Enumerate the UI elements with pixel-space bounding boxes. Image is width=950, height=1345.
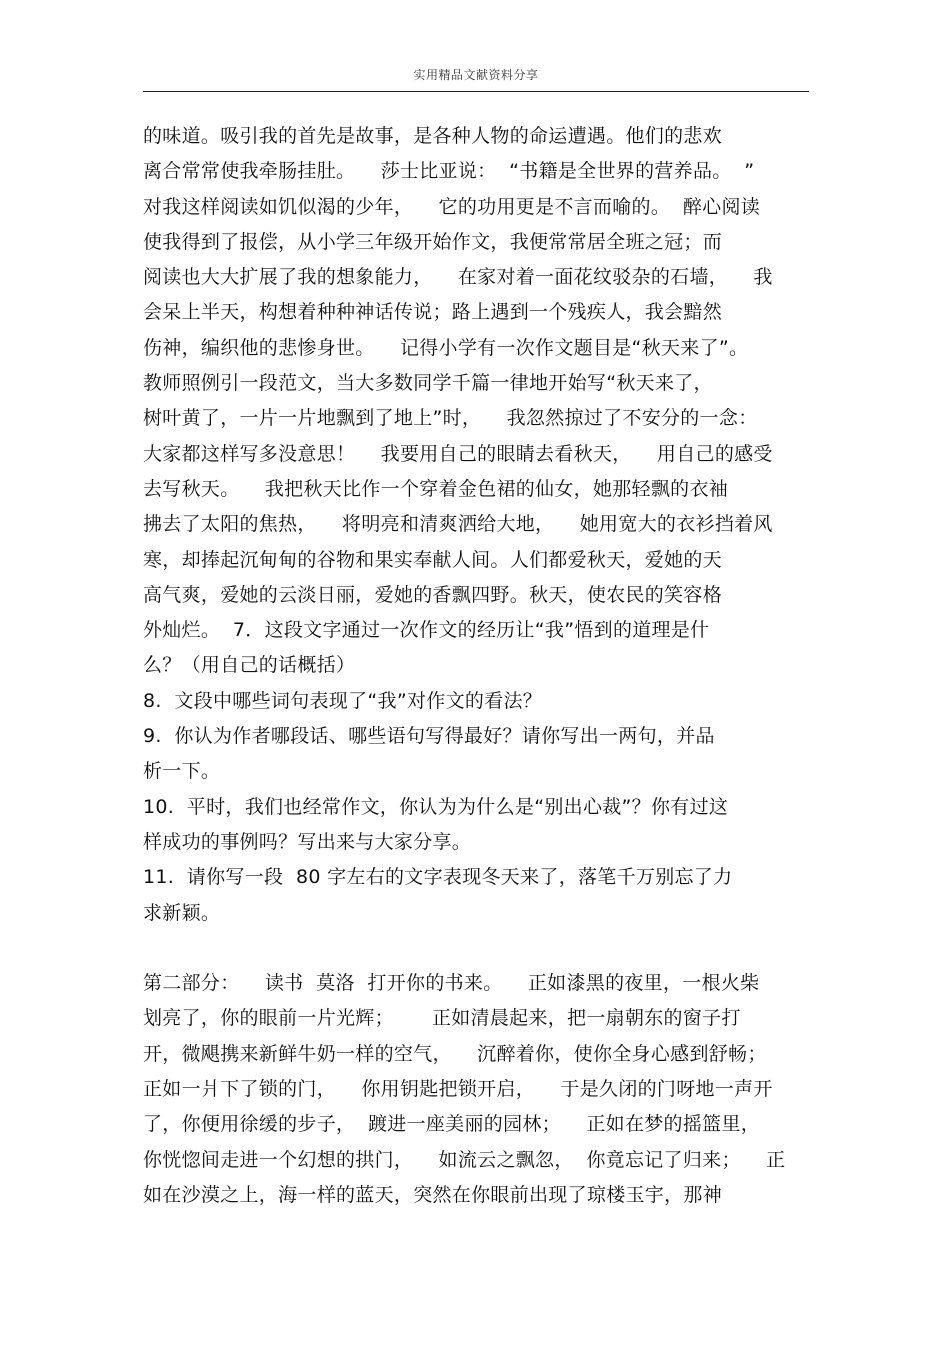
- text-line: 教师照例引一段范文，当大多数同学千篇一律地开始写“秋天来了，: [143, 372, 713, 395]
- text-line: 阅读也大大扩展了我的想象能力， 在家对着一面花纹驳杂的石墙， 我: [143, 266, 773, 289]
- text-line: 离合常常使我牵肠挂肚。 莎士比亚说： “书籍是全世界的营养品。 ”: [143, 160, 755, 183]
- text-line: 会呆上半天，构想着种种神话传说；路上遇到一个残疾人，我会黯然: [143, 301, 723, 324]
- text-line: 高气爽，爱她的云淡日丽，爱她的香飘四野。秋天，使农民的笑容格: [143, 583, 723, 606]
- text-line: 了，你便用徐缓的步子， 踱进一座美丽的园林； 正如在梦的摇篮里，: [143, 1113, 761, 1136]
- body-text: [143, 119, 813, 1213]
- text-line: 树叶黄了，一片一片地飘到了地上”时， 我忽然掠过了不安分的一念：: [143, 407, 758, 430]
- text-line: 开，微飓携来新鲜牛奶一样的空气， 沉醉着你，使你全身心感到舒畅；: [143, 1042, 767, 1065]
- paragraph-gap: [143, 931, 813, 966]
- page-header: 实用精品文献资料分享: [413, 68, 539, 82]
- text-line: 如在沙漠之上，海一样的蓝天，突然在你眼前出现了琼楼玉宇，那神: [143, 1183, 723, 1206]
- text-line: 外灿烂。 7．这段文字通过一次作文的经历让“我”悟到的道理是什: [143, 619, 710, 642]
- text-line: 么？（用自己的话概括）: [143, 654, 356, 677]
- text-line: 拂去了太阳的焦热， 将明亮和清爽洒给大地， 她用宽大的衣衫挡着风: [143, 513, 773, 536]
- text-line: 对我这样阅读如饥似渴的少年， 它的功用更是不言而喻的。 醉心阅读: [143, 195, 761, 218]
- header-divider: [143, 91, 809, 92]
- question-8: 8. 文段中哪些词句表现了“我”对作文的看法？: [143, 689, 543, 712]
- text-line: 正如一爿下了锁的门， 你用钥匙把锁开启， 于是久闭的门呀地一声开: [143, 1078, 773, 1101]
- text-line: 伤神，编织他的悲惨身世。 记得小学有一次作文题目是“秋天来了”。: [143, 336, 749, 359]
- text-line: 寒，却捧起沉甸甸的谷物和果实奉献人间。人们都爱秋天，爱她的天: [143, 548, 723, 571]
- text-line: 样成功的事例吗？写出来与大家分享。: [143, 830, 472, 853]
- text-line: 的味道。吸引我的首先是故事，是各种人物的命运遭遇。他们的悲欢: [143, 125, 723, 147]
- question-11: 11. 请你写一段 80 字左右的文字表现冬天来了，落笔千万别忘了力: [143, 866, 733, 889]
- text-line: 你恍惚间走进一个幻想的拱门， 如流云之飘忽， 你竟忘记了归来； 正: [143, 1148, 786, 1171]
- section-two-heading-line: 第二部分： 读书 莫洛 打开你的书来。 正如漆黑的夜里，一根火柴: [143, 972, 760, 995]
- text-line: 划亮了，你的眼前一片光辉； 正如清晨起来，把一扇朝东的窗子打: [143, 1007, 741, 1030]
- text-line: 使我得到了报偿，从小学三年级开始作文，我便常常居全班之冠；而: [143, 230, 723, 253]
- question-10: 10. 平时，我们也经常作文，你认为为什么是“别出心裁”？你有过这: [143, 795, 729, 818]
- text-line: 求新颖。: [143, 901, 221, 924]
- text-line: 去写秋天。 我把秋天比作一个穿着金色裙的仙女，她那轻飘的衣袖: [143, 477, 729, 500]
- text-line: 析一下。: [143, 760, 221, 783]
- text-line: 大家都这样写多没意思！ 我要用自己的眼睛去看秋天， 用自己的感受: [143, 442, 773, 465]
- question-9: 9. 你认为作者哪段话、哪些语句写得最好？请你写出一两句，并品: [143, 725, 715, 748]
